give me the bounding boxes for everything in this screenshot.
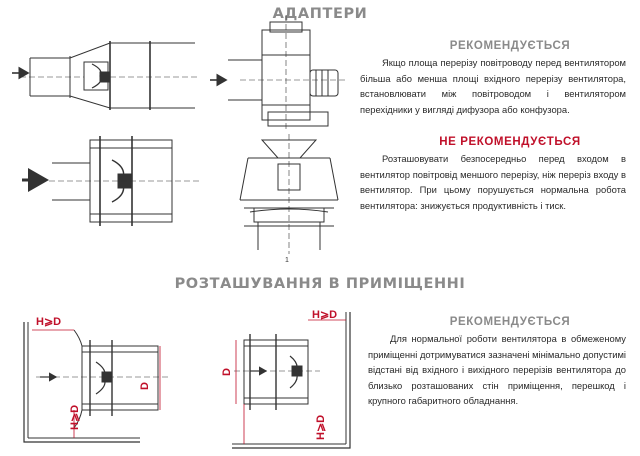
recommended-heading-1: РЕКОМЕНДУЄТЬСЯ [449, 40, 571, 52]
wall-fan-drawing-right [232, 312, 350, 448]
drawing-label-1: 1 [285, 257, 289, 264]
diffuser-duct-drawing [12, 41, 200, 110]
h-ge-d-label-top-right: H⩾D [312, 309, 338, 321]
not-recommended-text: Розташовувати безпосередньо перед входом в вентилятор повітровід меншого перерізу, ніж переріз входу в вентилятор. При цьому порушується нормальна робота вентилятора: знижується продуктивність і тиск. [360, 153, 626, 211]
d-label-left: D [139, 382, 151, 390]
h-ge-d-label-top-left: H⩾D [36, 316, 62, 328]
small-duct-fan-drawing [22, 136, 200, 226]
d-label-right: D [221, 368, 233, 376]
h-ge-d-label-bottom-right: H⩾D [315, 414, 327, 440]
section-title-room-placement: РОЗТАШУВАННЯ В ПРИМІЩЕННІ [174, 276, 466, 292]
recommended-text-2: Для нормальної роботи вентилятора в обмеженому приміщенні дотримуватися зазначені мінімально допустимі відстані від вхідного і вихідного перерізів вентилятора до близько розташованих стін приміщення, перешкод і крупного габаритного обладнання. [368, 333, 626, 407]
h-ge-d-label-bottom-left: H⩾D [69, 404, 81, 430]
roof-fan-drawing [240, 134, 338, 254]
radial-fan-drawing [210, 15, 345, 130]
recommended-text-1: Якщо площа перерізу повітроводу перед вентилятором більша або менша площі вхідного перерізу вентилятора, встановлювати між повітроводом і вентилятором перехідники у вигляді дифузора або конфузора. [360, 57, 626, 115]
section-title-adapters: АДАПТЕРИ [272, 6, 368, 22]
recommended-heading-2: РЕКОМЕНДУЄТЬСЯ [449, 316, 571, 328]
wall-fan-drawing-left [24, 322, 170, 442]
not-recommended-heading: НЕ РЕКОМЕНДУЄТЬСЯ [439, 136, 581, 148]
